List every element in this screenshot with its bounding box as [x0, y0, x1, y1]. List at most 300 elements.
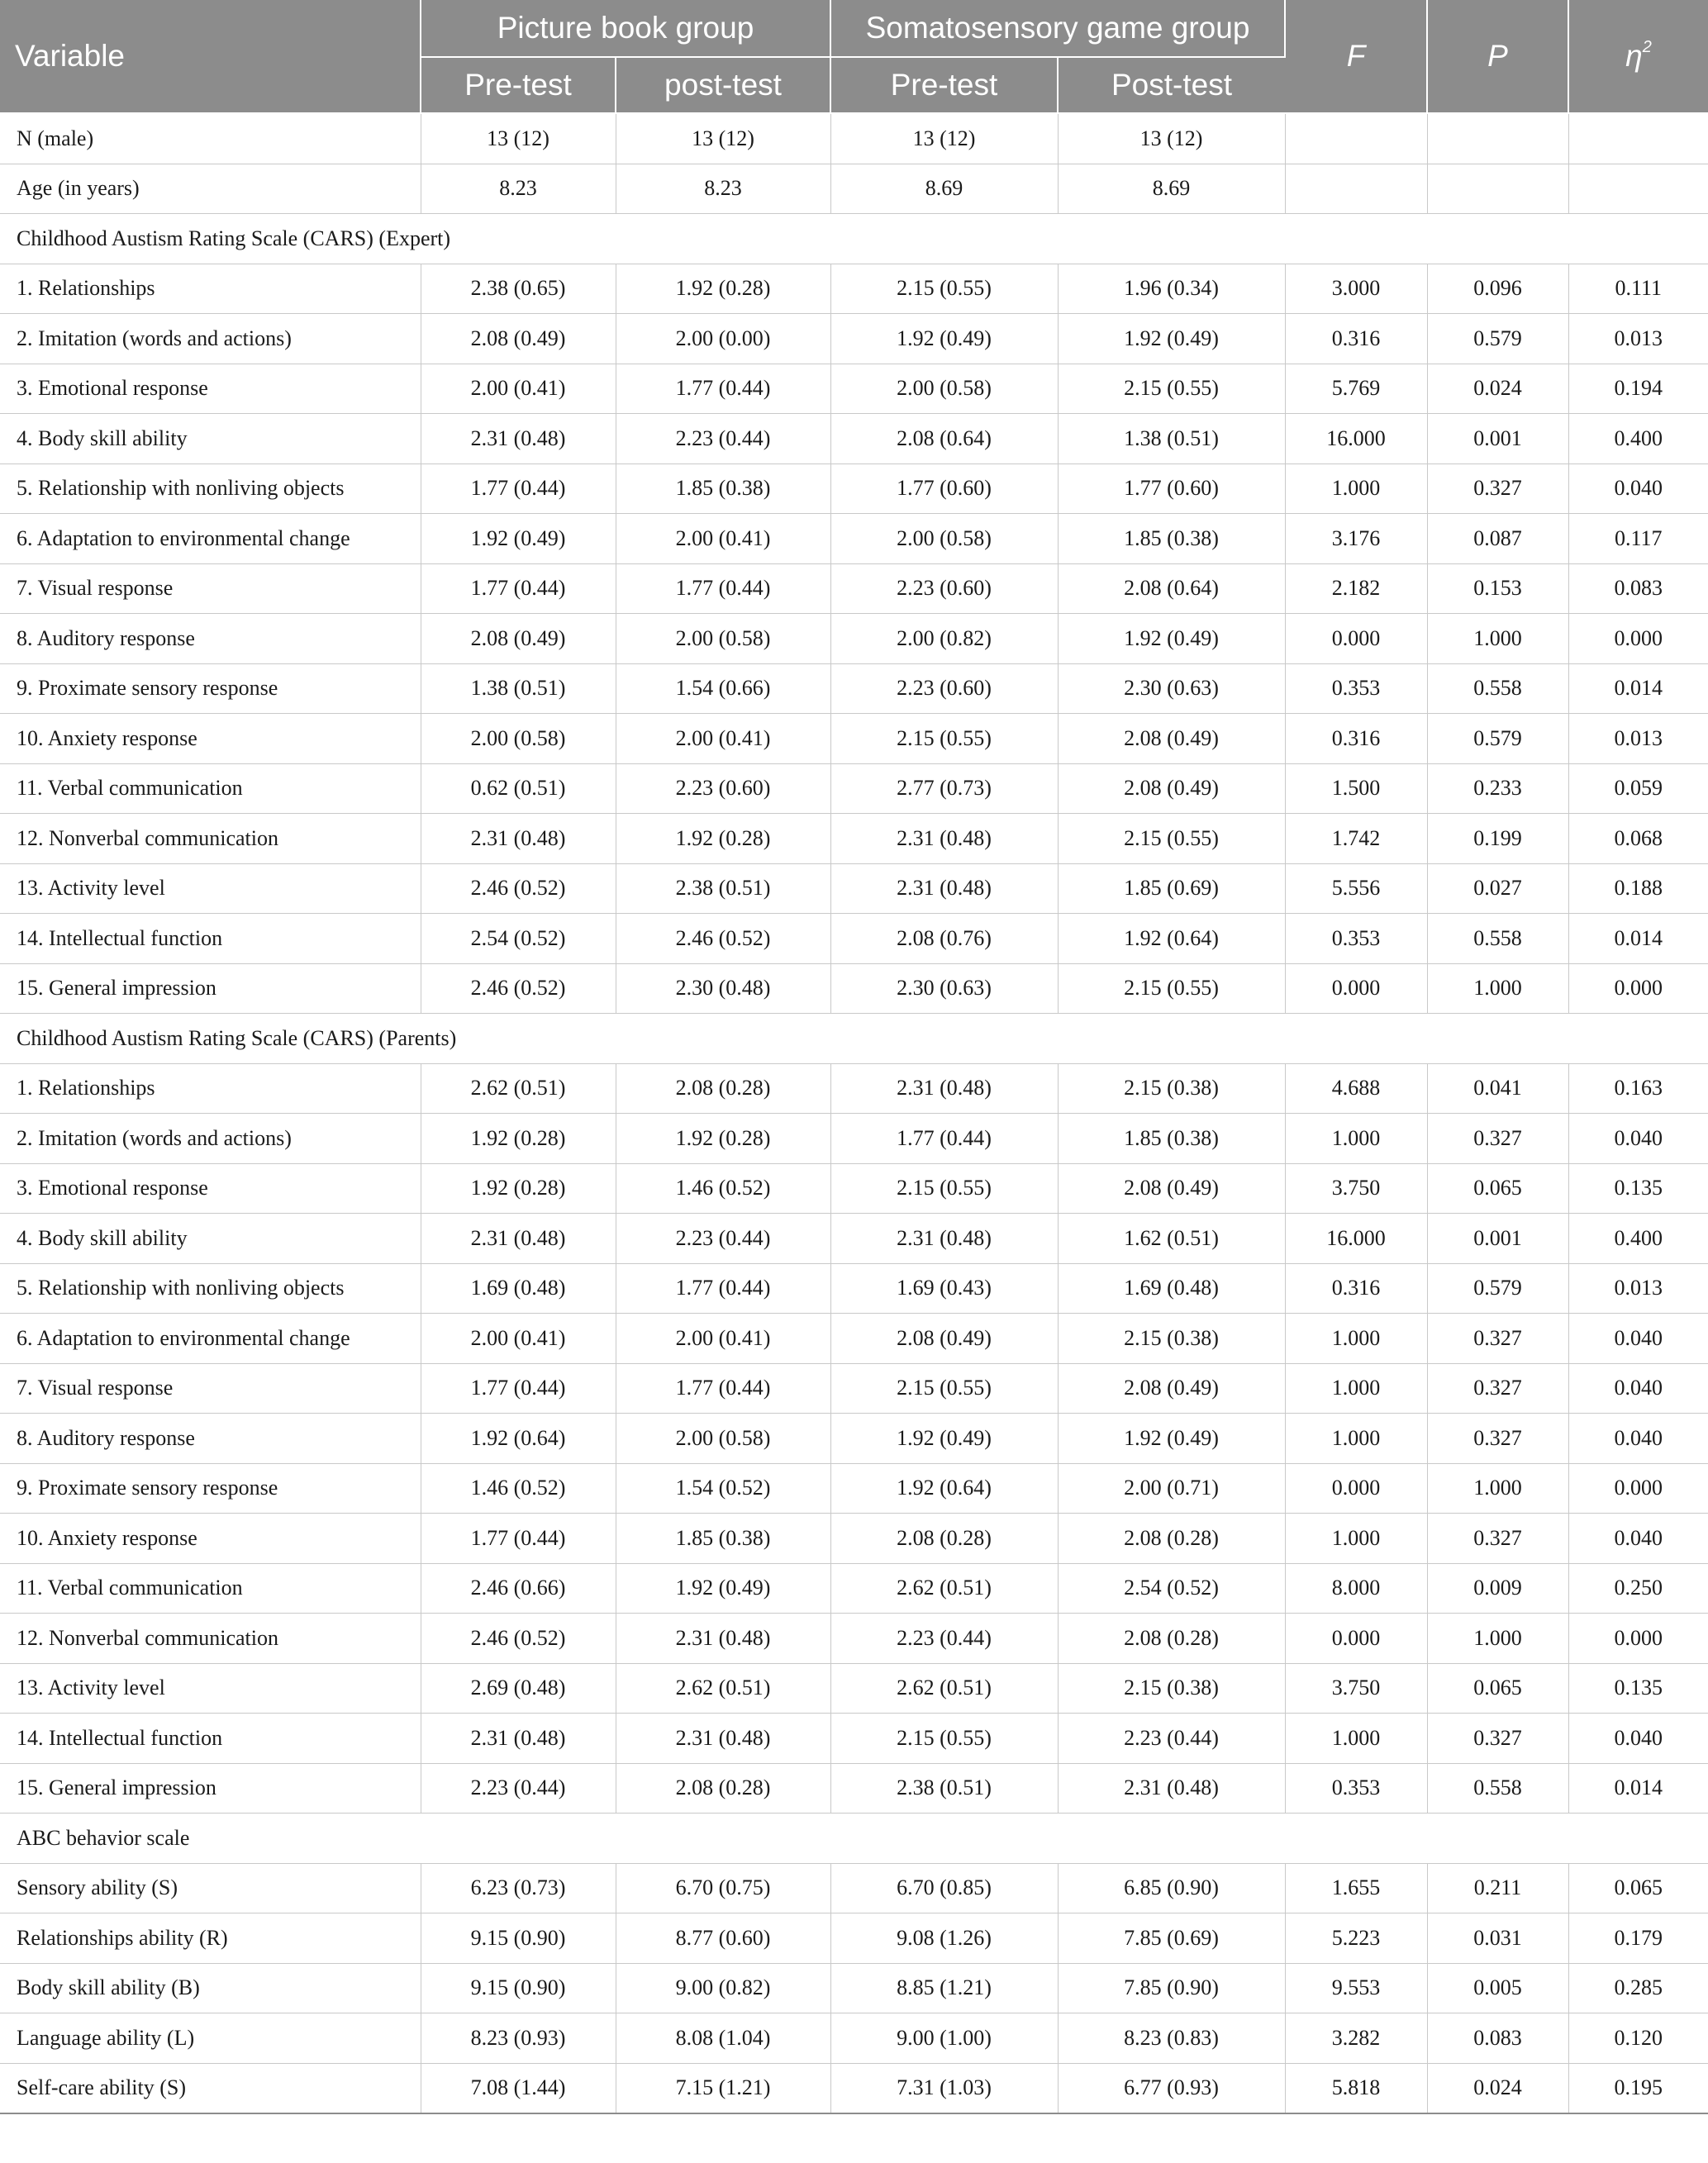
table-row: [0, 1563, 1708, 1614]
row-label: Relationships ability (R): [0, 1913, 421, 1964]
row-label: 12. Nonverbal communication: [0, 814, 421, 864]
header-p: P: [1427, 0, 1568, 113]
somato-pre-cell: 6.70 (0.85): [830, 1863, 1058, 1913]
picture-post-cell: 1.85 (0.38): [616, 1514, 830, 1564]
p-value-cell: 0.558: [1427, 914, 1568, 964]
row-label: 2. Imitation (words and actions): [0, 1114, 421, 1164]
header-somatosensory-game-group: Somatosensory game group: [830, 0, 1285, 57]
eta-squared-cell: 0.111: [1568, 264, 1708, 314]
picture-pre-cell: 1.38 (0.51): [421, 663, 616, 714]
eta-squared-cell: 0.285: [1568, 1963, 1708, 2013]
eta-superscript: 2: [1642, 37, 1652, 56]
picture-pre-cell: 2.38 (0.65): [421, 264, 616, 314]
somato-post-cell: 1.92 (0.49): [1058, 614, 1285, 664]
f-value-cell: 5.556: [1285, 863, 1427, 914]
somato-post-cell: 7.85 (0.69): [1058, 1913, 1285, 1964]
picture-post-cell: 1.92 (0.28): [616, 1114, 830, 1164]
row-label: 3. Emotional response: [0, 1163, 421, 1214]
f-value-cell: 1.000: [1285, 1314, 1427, 1364]
p-value-cell: 0.327: [1427, 464, 1568, 514]
somato-post-cell: 2.00 (0.71): [1058, 1463, 1285, 1514]
eta-squared-cell: 0.059: [1568, 763, 1708, 814]
f-value-cell: 8.000: [1285, 1563, 1427, 1614]
table-row: [0, 264, 1708, 314]
p-value-cell: 0.001: [1427, 414, 1568, 464]
header-variable: Variable: [0, 0, 421, 113]
table-row: [0, 763, 1708, 814]
picture-pre-cell: 1.77 (0.44): [421, 563, 616, 614]
table-row: [0, 514, 1708, 564]
row-label: 4. Body skill ability: [0, 1214, 421, 1264]
p-value-cell: 0.327: [1427, 1114, 1568, 1164]
picture-post-cell: 1.92 (0.28): [616, 814, 830, 864]
f-value-cell: 0.316: [1285, 314, 1427, 364]
eta-squared-cell: 0.013: [1568, 714, 1708, 764]
somato-pre-cell: 7.31 (1.03): [830, 2063, 1058, 2113]
p-value-cell: 1.000: [1427, 963, 1568, 1014]
somato-pre-cell: 2.00 (0.58): [830, 364, 1058, 414]
somato-post-cell: 2.15 (0.55): [1058, 364, 1285, 414]
row-label: 6. Adaptation to environmental change: [0, 1314, 421, 1364]
eta-squared-cell: 0.135: [1568, 1663, 1708, 1714]
table-row: [0, 1663, 1708, 1714]
row-label: 9. Proximate sensory response: [0, 663, 421, 714]
table-row: [0, 1314, 1708, 1364]
f-value-cell: 0.353: [1285, 663, 1427, 714]
table-row: [0, 1963, 1708, 2013]
eta-squared-cell: 0.013: [1568, 314, 1708, 364]
p-value-cell: 0.327: [1427, 1314, 1568, 1364]
somato-post-cell: 1.92 (0.64): [1058, 914, 1285, 964]
somato-pre-cell: 2.15 (0.55): [830, 1163, 1058, 1214]
picture-post-cell: 2.30 (0.48): [616, 963, 830, 1014]
f-value-cell: 0.353: [1285, 914, 1427, 964]
f-value-cell: 5.769: [1285, 364, 1427, 414]
somato-post-cell: 1.85 (0.69): [1058, 863, 1285, 914]
picture-post-cell: 1.77 (0.44): [616, 364, 830, 414]
picture-post-cell: 2.46 (0.52): [616, 914, 830, 964]
picture-pre-cell: 2.31 (0.48): [421, 414, 616, 464]
table-header: [0, 0, 1708, 113]
f-value-cell: 16.000: [1285, 414, 1427, 464]
f-value-cell: 9.553: [1285, 1963, 1427, 2013]
somato-post-cell: 1.92 (0.49): [1058, 314, 1285, 364]
somato-post-cell: 2.08 (0.28): [1058, 1514, 1285, 1564]
picture-pre-cell: 8.23 (0.93): [421, 2013, 616, 2064]
eta-squared-cell: 0.083: [1568, 563, 1708, 614]
somato-pre-cell: 2.31 (0.48): [830, 1063, 1058, 1114]
picture-pre-cell: 13 (12): [421, 113, 616, 164]
picture-post-cell: 1.46 (0.52): [616, 1163, 830, 1214]
somato-post-cell: 8.23 (0.83): [1058, 2013, 1285, 2064]
f-value-cell: 0.316: [1285, 1263, 1427, 1314]
picture-post-cell: 1.77 (0.44): [616, 563, 830, 614]
picture-pre-cell: 8.23: [421, 164, 616, 214]
table-row: [0, 1063, 1708, 1114]
somato-post-cell: 2.30 (0.63): [1058, 663, 1285, 714]
eta-squared-cell: 0.040: [1568, 1514, 1708, 1564]
somato-post-cell: 1.38 (0.51): [1058, 414, 1285, 464]
somato-pre-cell: 1.77 (0.60): [830, 464, 1058, 514]
eta-squared-cell: 0.000: [1568, 963, 1708, 1014]
table-row: [0, 1414, 1708, 1464]
somato-post-cell: 2.15 (0.55): [1058, 963, 1285, 1014]
picture-post-cell: 8.08 (1.04): [616, 2013, 830, 2064]
f-value-cell: 1.000: [1285, 1514, 1427, 1564]
picture-post-cell: 2.31 (0.48): [616, 1614, 830, 1664]
row-label: 8. Auditory response: [0, 614, 421, 664]
eta-squared-cell: 0.000: [1568, 1614, 1708, 1664]
somato-post-cell: 6.77 (0.93): [1058, 2063, 1285, 2113]
table-row: [0, 1763, 1708, 1814]
picture-pre-cell: 2.31 (0.48): [421, 1214, 616, 1264]
picture-post-cell: 2.00 (0.41): [616, 1314, 830, 1364]
picture-post-cell: 2.23 (0.60): [616, 763, 830, 814]
row-label: 1. Relationships: [0, 264, 421, 314]
eta-squared-cell: 0.040: [1568, 1363, 1708, 1414]
p-value-cell: 0.579: [1427, 714, 1568, 764]
row-label: Body skill ability (B): [0, 1963, 421, 2013]
table-row: [0, 1214, 1708, 1264]
somato-post-cell: 2.31 (0.48): [1058, 1763, 1285, 1814]
table-row: [0, 364, 1708, 414]
picture-post-cell: 2.00 (0.41): [616, 714, 830, 764]
eta-squared-cell: 0.040: [1568, 1414, 1708, 1464]
picture-pre-cell: 2.46 (0.52): [421, 1614, 616, 1664]
p-value-cell: 0.065: [1427, 1663, 1568, 1714]
somato-pre-cell: 2.23 (0.60): [830, 663, 1058, 714]
somato-post-cell: 1.85 (0.38): [1058, 514, 1285, 564]
eta-squared-cell: 0.117: [1568, 514, 1708, 564]
somato-post-cell: 2.15 (0.38): [1058, 1663, 1285, 1714]
somato-pre-cell: 2.08 (0.49): [830, 1314, 1058, 1364]
picture-post-cell: 9.00 (0.82): [616, 1963, 830, 2013]
table-row: [0, 614, 1708, 664]
header-picture-book-group: Picture book group: [421, 0, 830, 57]
row-label: 15. General impression: [0, 963, 421, 1014]
picture-pre-cell: 1.77 (0.44): [421, 464, 616, 514]
table-row: [0, 1714, 1708, 1764]
picture-pre-cell: 9.15 (0.90): [421, 1963, 616, 2013]
picture-post-cell: 2.23 (0.44): [616, 1214, 830, 1264]
picture-post-cell: 13 (12): [616, 113, 830, 164]
table-row: [0, 1863, 1708, 1913]
table-row: [0, 164, 1708, 214]
picture-pre-cell: 0.62 (0.51): [421, 763, 616, 814]
eta-squared-cell: 0.040: [1568, 1114, 1708, 1164]
picture-post-cell: 1.54 (0.52): [616, 1463, 830, 1514]
table-row: [0, 1163, 1708, 1214]
eta-squared-cell: [1568, 164, 1708, 214]
somato-pre-cell: 9.00 (1.00): [830, 2013, 1058, 2064]
somato-pre-cell: 2.23 (0.44): [830, 1614, 1058, 1664]
eta-squared-cell: 0.014: [1568, 914, 1708, 964]
table-row: [0, 814, 1708, 864]
somato-pre-cell: 2.08 (0.76): [830, 914, 1058, 964]
f-value-cell: 0.353: [1285, 1763, 1427, 1814]
row-label: 10. Anxiety response: [0, 714, 421, 764]
header-f: F: [1285, 0, 1427, 113]
picture-post-cell: 2.00 (0.58): [616, 614, 830, 664]
p-value-cell: 0.199: [1427, 814, 1568, 864]
row-label: 15. General impression: [0, 1763, 421, 1814]
picture-pre-cell: 2.00 (0.41): [421, 364, 616, 414]
f-value-cell: 0.000: [1285, 1463, 1427, 1514]
header-somato-pre-test: Pre-test: [830, 57, 1058, 113]
table-row: [0, 1913, 1708, 1964]
somato-post-cell: 2.08 (0.64): [1058, 563, 1285, 614]
somato-pre-cell: 2.08 (0.28): [830, 1514, 1058, 1564]
p-value-cell: 0.153: [1427, 563, 1568, 614]
somato-post-cell: 13 (12): [1058, 113, 1285, 164]
picture-pre-cell: 1.92 (0.28): [421, 1163, 616, 1214]
row-label: 2. Imitation (words and actions): [0, 314, 421, 364]
eta-squared-cell: 0.188: [1568, 863, 1708, 914]
picture-post-cell: 2.00 (0.58): [616, 1414, 830, 1464]
row-label: 11. Verbal communication: [0, 763, 421, 814]
somato-pre-cell: 1.92 (0.49): [830, 1414, 1058, 1464]
table-row: [0, 863, 1708, 914]
p-value-cell: 1.000: [1427, 1463, 1568, 1514]
f-value-cell: 1.000: [1285, 1714, 1427, 1764]
picture-post-cell: 1.54 (0.66): [616, 663, 830, 714]
somato-pre-cell: 2.00 (0.82): [830, 614, 1058, 664]
p-value-cell: 0.009: [1427, 1563, 1568, 1614]
p-value-cell: 0.005: [1427, 1963, 1568, 2013]
somato-post-cell: 2.23 (0.44): [1058, 1714, 1285, 1764]
somato-pre-cell: 1.92 (0.49): [830, 314, 1058, 364]
section-label: ABC behavior scale: [0, 1814, 1708, 1864]
somato-pre-cell: 1.77 (0.44): [830, 1114, 1058, 1164]
eta-squared-cell: 0.120: [1568, 2013, 1708, 2064]
somato-post-cell: 1.77 (0.60): [1058, 464, 1285, 514]
header-eta-squared: [1568, 0, 1708, 113]
table-row: [0, 414, 1708, 464]
eta-squared-cell: 0.163: [1568, 1063, 1708, 1114]
section-header-row: [0, 1814, 1708, 1864]
f-value-cell: [1285, 113, 1427, 164]
somato-post-cell: 1.96 (0.34): [1058, 264, 1285, 314]
picture-post-cell: 2.00 (0.00): [616, 314, 830, 364]
somato-post-cell: 1.92 (0.49): [1058, 1414, 1285, 1464]
section-label: Childhood Austism Rating Scale (CARS) (Expert): [0, 214, 1708, 264]
table-body: [0, 113, 1708, 2113]
picture-pre-cell: 2.08 (0.49): [421, 614, 616, 664]
somato-pre-cell: 2.31 (0.48): [830, 1214, 1058, 1264]
row-label: 7. Visual response: [0, 563, 421, 614]
header-somato-post-test: Post-test: [1058, 57, 1285, 113]
eta-symbol: η: [1625, 39, 1643, 73]
p-value-cell: 0.327: [1427, 1363, 1568, 1414]
table-row: [0, 563, 1708, 614]
row-label: 5. Relationship with nonliving objects: [0, 464, 421, 514]
table-row: [0, 464, 1708, 514]
p-value-cell: 0.558: [1427, 663, 1568, 714]
eta-squared-cell: 0.400: [1568, 414, 1708, 464]
picture-pre-cell: 2.00 (0.58): [421, 714, 616, 764]
somato-pre-cell: 8.85 (1.21): [830, 1963, 1058, 2013]
picture-pre-cell: 1.92 (0.49): [421, 514, 616, 564]
f-value-cell: 0.000: [1285, 1614, 1427, 1664]
f-value-cell: 3.750: [1285, 1163, 1427, 1214]
picture-pre-cell: 2.00 (0.41): [421, 1314, 616, 1364]
picture-pre-cell: 2.62 (0.51): [421, 1063, 616, 1114]
picture-pre-cell: 2.31 (0.48): [421, 1714, 616, 1764]
p-value-cell: 0.579: [1427, 1263, 1568, 1314]
somato-pre-cell: 2.38 (0.51): [830, 1763, 1058, 1814]
somato-pre-cell: 1.92 (0.64): [830, 1463, 1058, 1514]
f-value-cell: 1.000: [1285, 1363, 1427, 1414]
p-value-cell: 0.579: [1427, 314, 1568, 364]
section-label: Childhood Austism Rating Scale (CARS) (Parents): [0, 1014, 1708, 1064]
f-value-cell: 0.000: [1285, 963, 1427, 1014]
f-value-cell: 1.000: [1285, 464, 1427, 514]
eta-squared-cell: [1568, 113, 1708, 164]
row-label: 13. Activity level: [0, 863, 421, 914]
somato-post-cell: 2.15 (0.55): [1058, 814, 1285, 864]
eta-squared-cell: 0.135: [1568, 1163, 1708, 1214]
somato-pre-cell: 2.31 (0.48): [830, 814, 1058, 864]
table-row: [0, 963, 1708, 1014]
row-label: 6. Adaptation to environmental change: [0, 514, 421, 564]
somato-pre-cell: 13 (12): [830, 113, 1058, 164]
p-value-cell: 0.027: [1427, 863, 1568, 914]
somato-post-cell: 2.08 (0.49): [1058, 1363, 1285, 1414]
f-value-cell: 3.282: [1285, 2013, 1427, 2064]
p-value-cell: 0.041: [1427, 1063, 1568, 1114]
row-label: 10. Anxiety response: [0, 1514, 421, 1564]
picture-post-cell: 1.77 (0.44): [616, 1363, 830, 1414]
f-value-cell: 1.500: [1285, 763, 1427, 814]
picture-pre-cell: 2.46 (0.66): [421, 1563, 616, 1614]
picture-post-cell: 2.08 (0.28): [616, 1063, 830, 1114]
picture-pre-cell: 2.46 (0.52): [421, 863, 616, 914]
section-header-row: [0, 1014, 1708, 1064]
picture-pre-cell: 1.77 (0.44): [421, 1514, 616, 1564]
somato-post-cell: 2.08 (0.49): [1058, 1163, 1285, 1214]
picture-post-cell: 1.92 (0.28): [616, 264, 830, 314]
table-row: [0, 714, 1708, 764]
somato-post-cell: 7.85 (0.90): [1058, 1963, 1285, 2013]
f-value-cell: 5.223: [1285, 1913, 1427, 1964]
f-value-cell: [1285, 164, 1427, 214]
picture-pre-cell: 2.54 (0.52): [421, 914, 616, 964]
eta-squared-cell: 0.040: [1568, 464, 1708, 514]
p-value-cell: 0.327: [1427, 1714, 1568, 1764]
picture-pre-cell: 1.69 (0.48): [421, 1263, 616, 1314]
somato-post-cell: 2.54 (0.52): [1058, 1563, 1285, 1614]
p-value-cell: 0.024: [1427, 2063, 1568, 2113]
table-row: [0, 1463, 1708, 1514]
f-value-cell: 3.750: [1285, 1663, 1427, 1714]
row-label: Self-care ability (S): [0, 2063, 421, 2113]
picture-pre-cell: 2.69 (0.48): [421, 1663, 616, 1714]
row-label: 9. Proximate sensory response: [0, 1463, 421, 1514]
table-row: [0, 1514, 1708, 1564]
p-value-cell: 0.031: [1427, 1913, 1568, 1964]
eta-squared-cell: 0.179: [1568, 1913, 1708, 1964]
picture-post-cell: 1.92 (0.49): [616, 1563, 830, 1614]
row-label: 7. Visual response: [0, 1363, 421, 1414]
table-row: [0, 1363, 1708, 1414]
p-value-cell: 0.233: [1427, 763, 1568, 814]
somato-post-cell: 1.85 (0.38): [1058, 1114, 1285, 1164]
eta-squared-cell: 0.000: [1568, 1463, 1708, 1514]
p-value-cell: 0.024: [1427, 364, 1568, 414]
somato-post-cell: 2.15 (0.38): [1058, 1063, 1285, 1114]
somato-post-cell: 8.69: [1058, 164, 1285, 214]
p-value-cell: 0.327: [1427, 1414, 1568, 1464]
row-label: 12. Nonverbal communication: [0, 1614, 421, 1664]
picture-post-cell: 2.00 (0.41): [616, 514, 830, 564]
somato-pre-cell: 2.08 (0.64): [830, 414, 1058, 464]
somato-pre-cell: 2.31 (0.48): [830, 863, 1058, 914]
picture-post-cell: 8.23: [616, 164, 830, 214]
somato-pre-cell: 9.08 (1.26): [830, 1913, 1058, 1964]
somato-pre-cell: 2.15 (0.55): [830, 1714, 1058, 1764]
table-row: [0, 663, 1708, 714]
table-row: [0, 914, 1708, 964]
picture-pre-cell: 1.77 (0.44): [421, 1363, 616, 1414]
f-value-cell: 1.742: [1285, 814, 1427, 864]
somato-post-cell: 6.85 (0.90): [1058, 1863, 1285, 1913]
picture-post-cell: 2.62 (0.51): [616, 1663, 830, 1714]
row-label: 14. Intellectual function: [0, 1714, 421, 1764]
p-value-cell: 0.087: [1427, 514, 1568, 564]
somato-pre-cell: 2.77 (0.73): [830, 763, 1058, 814]
somato-pre-cell: 2.15 (0.55): [830, 714, 1058, 764]
row-label: 8. Auditory response: [0, 1414, 421, 1464]
picture-pre-cell: 1.92 (0.64): [421, 1414, 616, 1464]
somato-pre-cell: 2.62 (0.51): [830, 1663, 1058, 1714]
f-value-cell: 1.655: [1285, 1863, 1427, 1913]
table-row: [0, 2013, 1708, 2064]
table-row: [0, 1114, 1708, 1164]
eta-squared-cell: 0.400: [1568, 1214, 1708, 1264]
eta-squared-cell: 0.000: [1568, 614, 1708, 664]
picture-post-cell: 2.31 (0.48): [616, 1714, 830, 1764]
picture-post-cell: 6.70 (0.75): [616, 1863, 830, 1913]
row-label: 5. Relationship with nonliving objects: [0, 1263, 421, 1314]
p-value-cell: 0.065: [1427, 1163, 1568, 1214]
picture-post-cell: 1.77 (0.44): [616, 1263, 830, 1314]
f-value-cell: 2.182: [1285, 563, 1427, 614]
eta-squared-cell: 0.040: [1568, 1714, 1708, 1764]
table-row: [0, 1614, 1708, 1664]
eta-squared-cell: 0.068: [1568, 814, 1708, 864]
table-row: [0, 314, 1708, 364]
table-row: [0, 1263, 1708, 1314]
somato-post-cell: 2.08 (0.28): [1058, 1614, 1285, 1664]
f-value-cell: 3.000: [1285, 264, 1427, 314]
somato-pre-cell: 2.15 (0.55): [830, 264, 1058, 314]
row-label: Language ability (L): [0, 2013, 421, 2064]
header-picture-post-test: post-test: [616, 57, 830, 113]
eta-squared-cell: 0.040: [1568, 1314, 1708, 1364]
p-value-cell: 1.000: [1427, 614, 1568, 664]
f-value-cell: 0.000: [1285, 614, 1427, 664]
p-value-cell: [1427, 164, 1568, 214]
eta-squared-cell: 0.065: [1568, 1863, 1708, 1913]
row-label: N (male): [0, 113, 421, 164]
eta-squared-cell: 0.250: [1568, 1563, 1708, 1614]
p-value-cell: 1.000: [1427, 1614, 1568, 1664]
somato-pre-cell: 2.30 (0.63): [830, 963, 1058, 1014]
somato-pre-cell: 2.23 (0.60): [830, 563, 1058, 614]
picture-post-cell: 8.77 (0.60): [616, 1913, 830, 1964]
somato-post-cell: 2.08 (0.49): [1058, 763, 1285, 814]
eta-squared-cell: 0.195: [1568, 2063, 1708, 2113]
